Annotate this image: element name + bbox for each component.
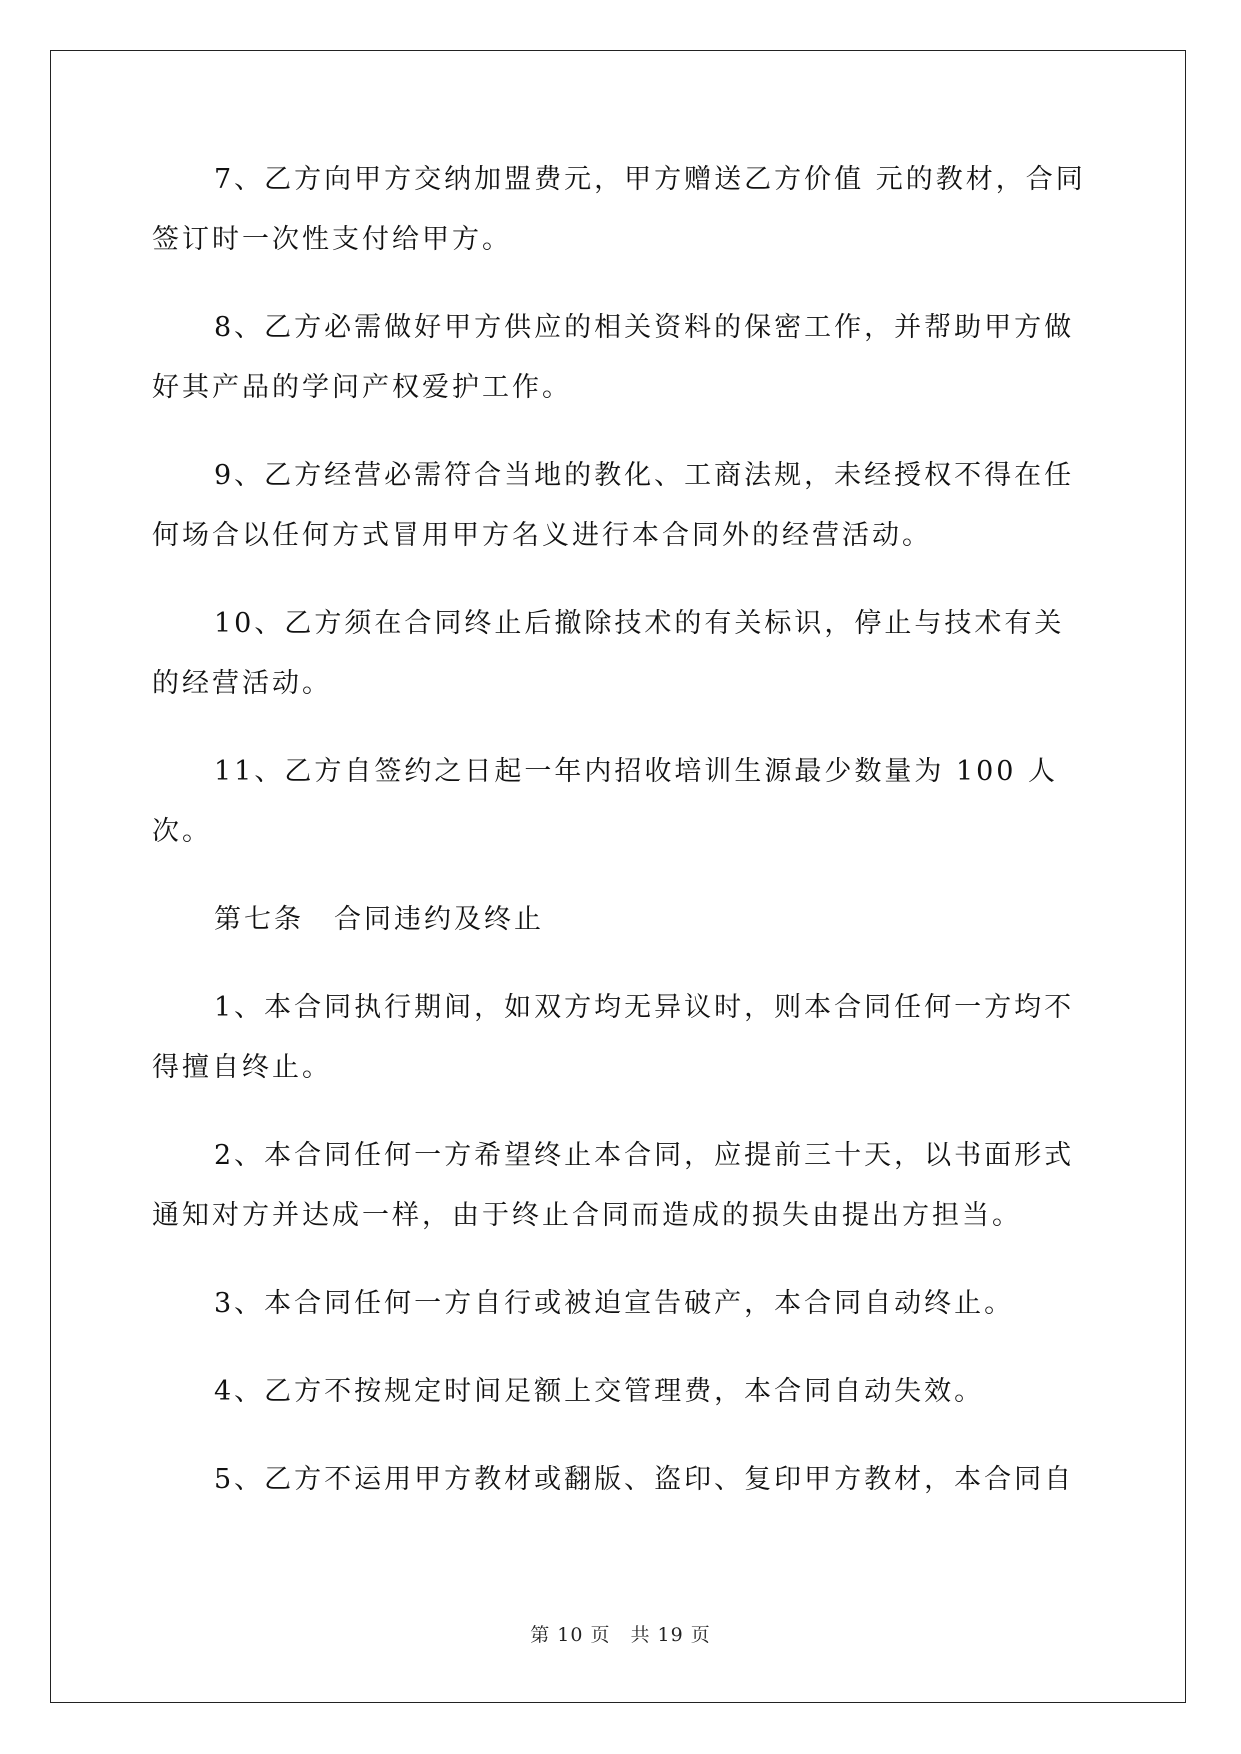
clause-10: 10、乙方须在合同终止后撤除技术的有关标识，停止与技术有关的经营活动。: [152, 608, 1065, 699]
section-clause-3: 3、本合同任何一方自行或被迫宣告破产，本合同自动终止。: [214, 1288, 1015, 1319]
page-number: 第 10 页 共 19 页: [530, 1624, 711, 1646]
section-heading: 第七条 合同违约及终止: [214, 904, 544, 935]
clause-7: 7、乙方向甲方交纳加盟费元，甲方赠送乙方价值 元的教材，合同签订时一次性支付给甲方。: [152, 164, 1086, 255]
clause-9: 9、乙方经营必需符合当地的教化、工商法规，未经授权不得在任何场合以任何方式冒用甲方名义进行本合同外的经营活动。: [152, 460, 1075, 551]
clause-8: 8、乙方必需做好甲方供应的相关资料的保密工作，并帮助甲方做好其产品的学问产权爱护工作。: [152, 312, 1075, 403]
section-clause-2: 2、本合同任何一方希望终止本合同，应提前三十天，以书面形式通知对方并达成一样，由于终止合同而造成的损失由提出方担当。: [152, 1140, 1075, 1231]
section-clause-4: 4、乙方不按规定时间足额上交管理费，本合同自动失效。: [214, 1376, 985, 1407]
section-clause-5: 5、乙方不运用甲方教材或翻版、盗印、复印甲方教材，本合同自: [214, 1464, 1075, 1495]
document-body: [152, 150, 1092, 1538]
page-footer: [0, 1620, 1241, 1647]
clause-11: 11、乙方自签约之日起一年内招收培训生源最少数量为 100 人次。: [152, 756, 1059, 847]
section-clause-1: 1、本合同执行期间，如双方均无异议时，则本合同任何一方均不得擅自终止。: [152, 992, 1075, 1083]
